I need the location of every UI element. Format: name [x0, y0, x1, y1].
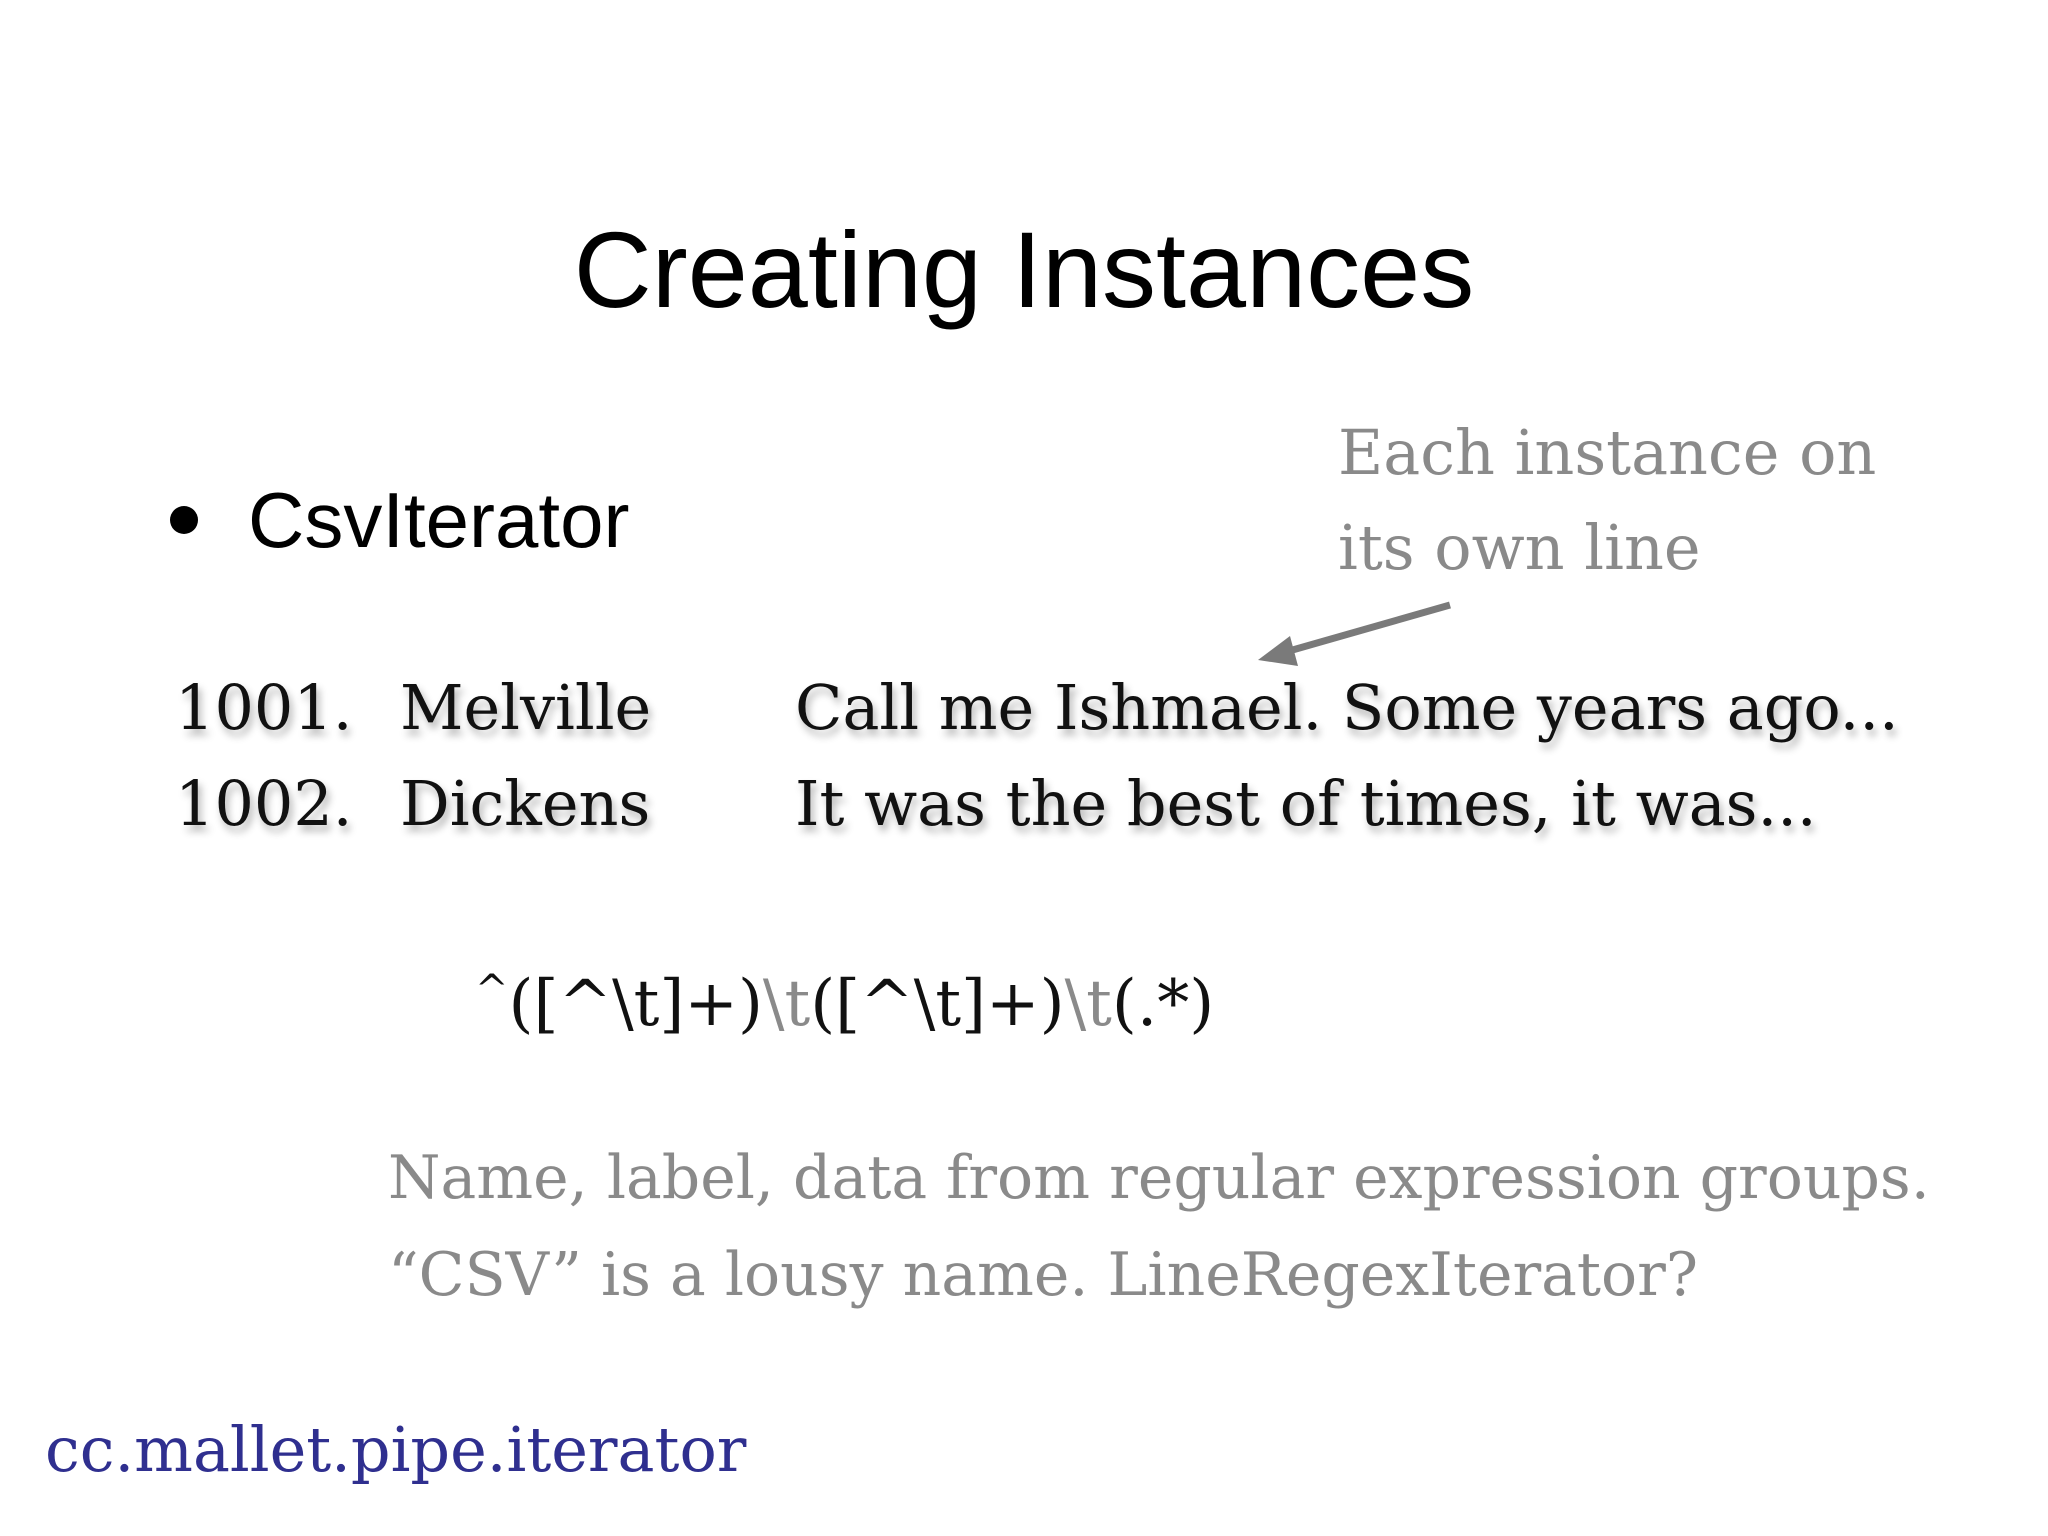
description: [388, 1130, 1930, 1324]
annotation-note: [1338, 405, 1876, 595]
description-line-2: “CSV” is a lousy name. LineRegexIterator?: [388, 1240, 1699, 1310]
regex-caret: ^: [475, 967, 509, 1013]
bullet-item: [170, 470, 629, 570]
bullet-dot-icon: [170, 506, 198, 534]
bullet-label: CsvIterator: [248, 475, 630, 564]
regex-separator-2: \t: [1064, 967, 1112, 1041]
regex-separator-1: \t: [762, 967, 811, 1041]
annotation-arrow-icon: [1240, 590, 1460, 670]
line-data: It was the best of times, it was...: [795, 767, 1817, 840]
line-data: Call me Ishmael. Some years ago...: [795, 671, 1899, 744]
package-footer: cc.mallet.pipe.iterator: [45, 1413, 747, 1486]
regex-pattern: [475, 945, 1214, 1049]
slide-title: Creating Instances: [573, 209, 1475, 330]
line-label: Melville: [400, 671, 652, 744]
description-line-1: Name, label, data from regular expression groups.: [388, 1143, 1930, 1213]
line-label: Dickens: [400, 767, 651, 840]
annotation-line-2: its own line: [1338, 511, 1701, 584]
line-id: 1002.: [175, 767, 353, 840]
regex-group-1: ([^\t]+): [508, 967, 763, 1041]
regex-group-2: ([^\t]+): [810, 967, 1065, 1041]
line-id: 1001.: [175, 671, 353, 744]
annotation-line-1: Each instance on: [1338, 416, 1877, 489]
regex-group-3: (.*): [1111, 967, 1215, 1041]
